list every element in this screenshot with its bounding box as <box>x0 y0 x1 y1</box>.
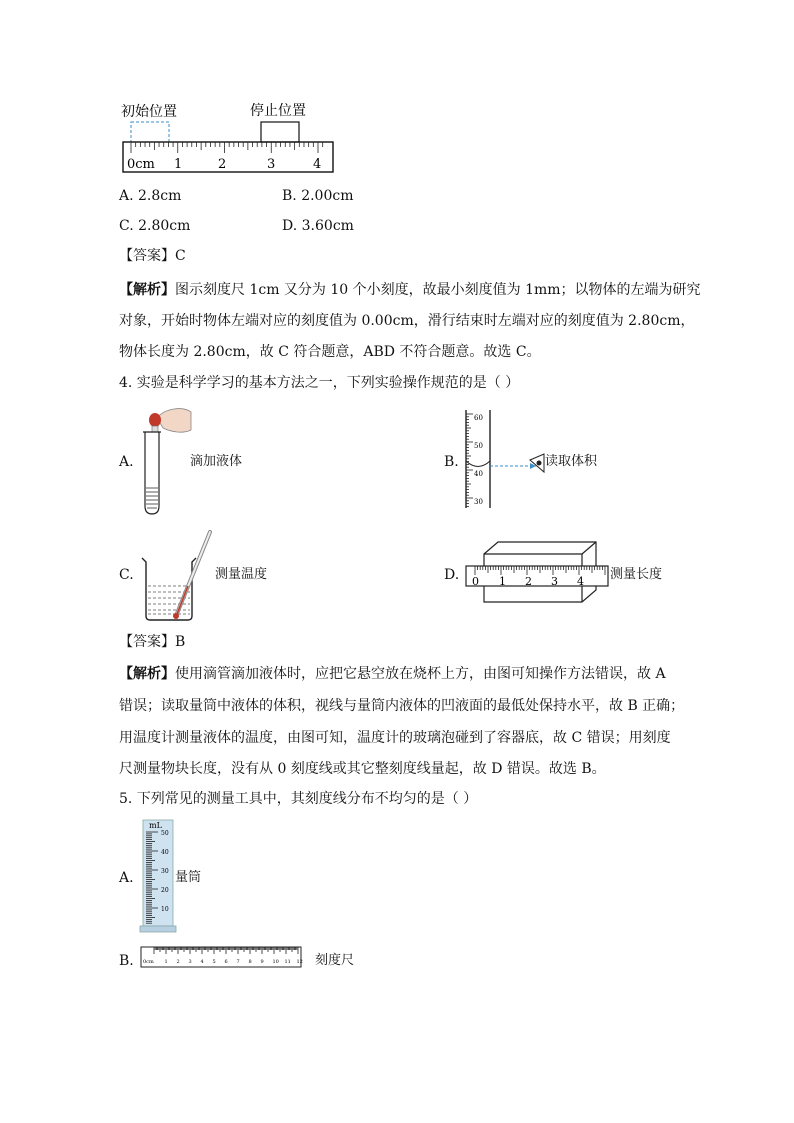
q5a-unit: mL <box>149 821 162 830</box>
q5a-scale-20: 20 <box>161 887 169 894</box>
q4-analysis-line-2: 错误；读取量筒中液体的体积，视线与量筒内液体的凹液面的最低处保持水平，故 B 正确； <box>119 698 685 714</box>
q3-analysis-line-1 <box>119 281 701 299</box>
q3-tick-2: 2 <box>218 157 227 172</box>
q3-analysis-label: 【解析】 <box>119 282 175 298</box>
q3-option-a-letter: A. <box>119 188 134 204</box>
q3-option-d-letter: D. <box>282 218 298 234</box>
q3-analysis-line-2: 对象，开始时物体左端对应的刻度值为 0.00cm，滑行结束时左端对应的刻度值为 2.80cm， <box>119 313 695 329</box>
q3-ruler-ticks <box>131 142 323 153</box>
ruler-tick-label: 5 <box>212 959 216 965</box>
q4-option-d-label: 测量长度 <box>610 567 663 582</box>
q4-analysis-text-1: 使用滴管滴加液体时，应把它悬空放在烧杯上方，由图可知操作方法错误，故 A <box>175 666 666 682</box>
ruler-tick-label: 3 <box>188 959 192 965</box>
q3-option-c[interactable] <box>119 217 190 235</box>
ruler-tick-label: 4 <box>200 959 204 965</box>
q4b-scale-30: 30 <box>474 498 483 506</box>
q3-tick-3: 3 <box>267 157 276 172</box>
q4d-tick-0: 0 <box>472 575 479 588</box>
q5-ruler-figure <box>140 946 302 970</box>
ruler-tick-label: 9 <box>260 959 264 965</box>
q5-graduated-cylinder-figure <box>140 818 176 934</box>
q3-tick-4: 4 <box>313 157 322 172</box>
q4d-tick-4: 4 <box>577 575 584 588</box>
q3-answer-value: C <box>175 248 186 264</box>
q3-option-c-text: 2.80cm <box>138 218 191 234</box>
q4-analysis-label: 【解析】 <box>119 666 175 682</box>
q4b-scale-50: 50 <box>474 442 483 450</box>
q4-option-b-letter[interactable]: B. <box>444 454 459 470</box>
q3-answer <box>119 247 186 265</box>
q5-option-b-label: 刻度尺 <box>315 953 355 968</box>
ruler-tick-label: 2 <box>176 959 180 965</box>
q5-option-a-label: 量筒 <box>175 870 202 885</box>
dropper-bulb <box>149 413 161 427</box>
q5-option-a-letter[interactable]: A. <box>119 870 134 886</box>
q3-analysis-line-3: 物体长度为 2.80cm，故 C 符合题意，ABD 不符合题意。故选 C。 <box>119 344 541 360</box>
q3-option-d[interactable] <box>282 217 354 235</box>
q4-option-c-letter[interactable]: C. <box>119 567 134 583</box>
q4-option-d-letter[interactable]: D. <box>444 567 460 583</box>
q4-ruler-block-figure <box>462 540 612 610</box>
q5-option-b-letter[interactable]: B. <box>119 953 134 969</box>
ruler-tick-label: 1 <box>164 959 168 965</box>
q5a-scale-40: 40 <box>161 849 169 856</box>
q3-answer-label: 【答案】 <box>119 248 175 264</box>
q4d-tick-2: 2 <box>525 575 532 588</box>
q4-option-a-label: 滴加液体 <box>190 454 243 469</box>
q3-tick-0: 0cm <box>127 157 155 172</box>
q4-stem: 4. 实验是科学学习的基本方法之一，下列实验操作规范的是（ ） <box>119 375 520 391</box>
ruler-tick-label: 7 <box>236 959 240 965</box>
q4b-scale-60: 60 <box>474 414 483 422</box>
q4b-scale-40: 40 <box>474 470 483 478</box>
q4d-tick-1: 1 <box>499 575 506 588</box>
q4-analysis-line-1 <box>119 665 666 683</box>
q3-option-a-text: 2.8cm <box>138 188 182 204</box>
q5b-unit: 0cm <box>143 959 154 965</box>
ruler-tick-label: 11 <box>284 959 291 965</box>
q5a-scale-30: 30 <box>161 868 169 875</box>
q4-thermometer-figure <box>138 528 218 624</box>
thermometer-bulb <box>173 613 179 619</box>
q5a-scale-50: 50 <box>161 830 169 837</box>
q3-option-b-letter: B. <box>282 188 297 204</box>
ruler-tick-label: 12 <box>296 959 303 965</box>
q4-analysis-line-4: 尺测量物块长度，没有从 0 刻度线或其它整刻度线量起，故 D 错误。故选 B。 <box>119 761 606 777</box>
ruler-tick-label: 6 <box>224 959 228 965</box>
q3-option-a[interactable] <box>119 187 181 205</box>
q4-analysis-line-3: 用温度计测量液体的温度，由图可知，温度计的玻璃泡碰到了容器底，故 C 错误；用刻度 <box>119 730 671 746</box>
q4-option-a-letter[interactable]: A. <box>119 454 134 470</box>
q4-option-b-label: 读取体积 <box>545 454 598 469</box>
q4-dropper-figure <box>135 404 195 516</box>
q3-tick-1: 1 <box>174 157 183 172</box>
q4-answer-label: 【答案】 <box>119 634 175 650</box>
q3-option-c-letter: C. <box>119 218 134 234</box>
q3-start-block <box>131 122 169 142</box>
q4-answer <box>119 633 185 651</box>
q4-option-c-label: 测量温度 <box>215 567 268 582</box>
q3-option-b[interactable] <box>282 187 354 205</box>
ruler-tick-label: 10 <box>272 959 279 965</box>
q5a-scale-10: 10 <box>161 906 169 913</box>
q3-stop-label: 停止位置 <box>250 103 306 119</box>
q3-stop-block <box>261 122 299 142</box>
q4-answer-value: B <box>175 634 186 650</box>
q5-stem: 5. 下列常见的测量工具中，其刻度线分布不均匀的是（ ） <box>119 791 478 807</box>
q3-ruler-figure <box>115 98 345 176</box>
q3-option-d-text: 3.60cm <box>301 218 354 234</box>
ruler-tick-label: 8 <box>248 959 252 965</box>
q3-start-label: 初始位置 <box>121 104 177 120</box>
q3-option-b-text: 2.00cm <box>301 188 354 204</box>
q3-analysis-text-1: 图示刻度尺 1cm 又分为 10 个小刻度，故最小刻度值为 1mm；以物体的左端为研究 <box>175 282 701 298</box>
q4d-tick-3: 3 <box>551 575 558 588</box>
